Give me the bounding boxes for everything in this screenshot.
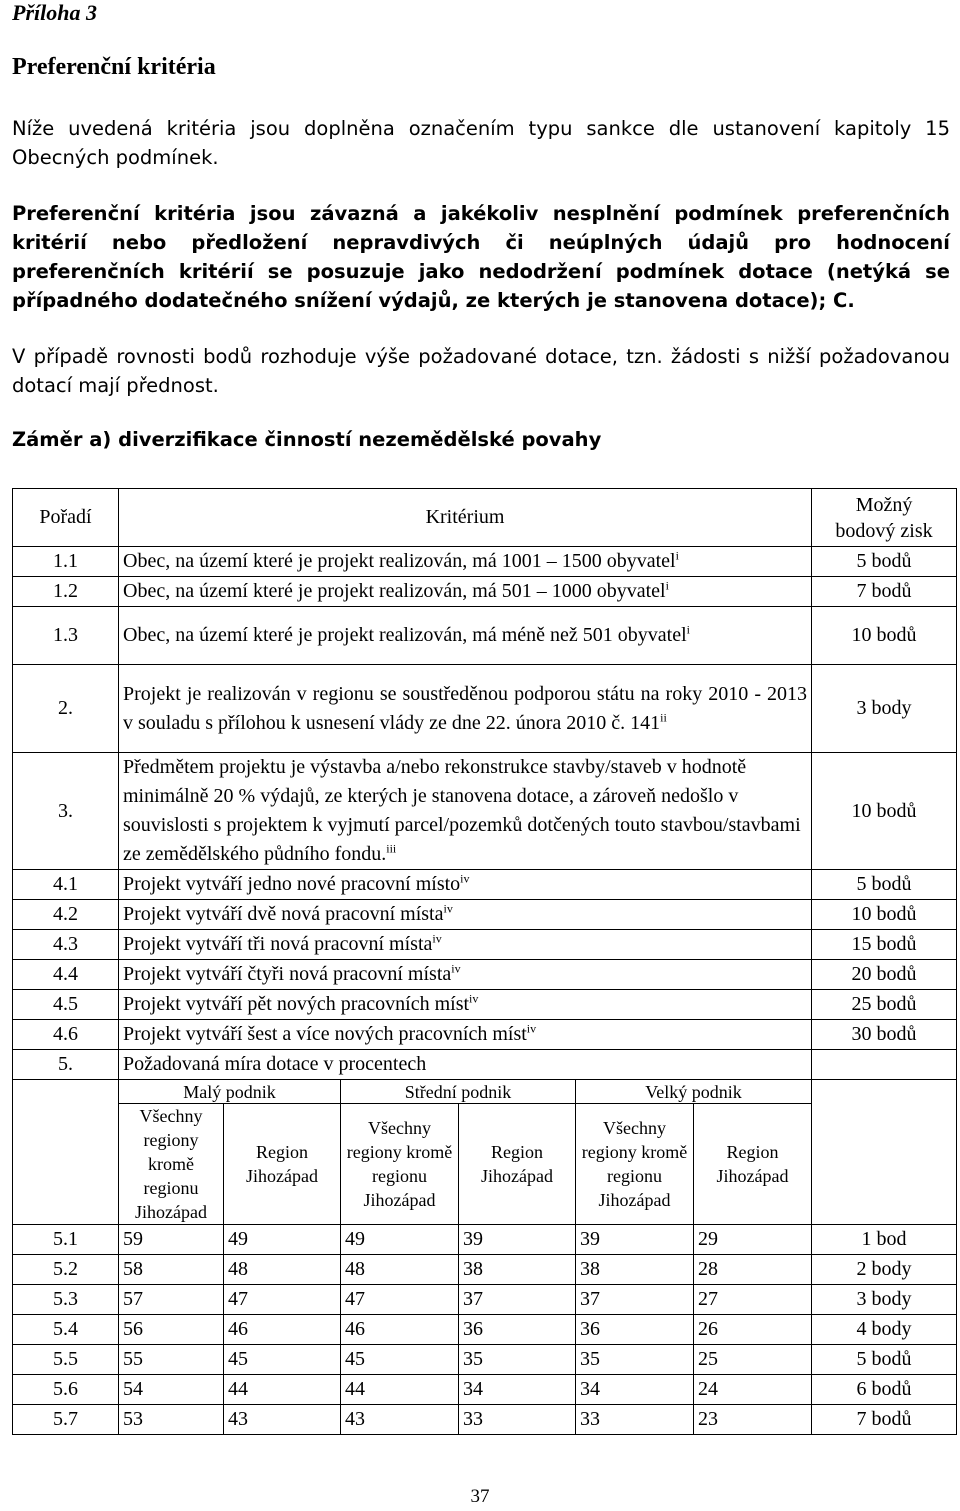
row-criterion-text: Projekt vytváří jedno nové pracovní místo bbox=[123, 873, 461, 895]
header-points-line2: bodový zisk bbox=[835, 519, 933, 542]
rate-value: 28 bbox=[694, 1255, 812, 1285]
rate-value: 47 bbox=[341, 1285, 459, 1315]
rate-value: 49 bbox=[341, 1225, 459, 1255]
row-criterion bbox=[119, 990, 812, 1020]
rate-value: 33 bbox=[459, 1405, 576, 1435]
row-id: 3. bbox=[13, 753, 119, 870]
row-criterion bbox=[119, 870, 812, 900]
rate-value: 54 bbox=[119, 1375, 224, 1405]
rate-value: 47 bbox=[224, 1285, 341, 1315]
row-criterion: Požadovaná míra dotace v procentech bbox=[119, 1050, 812, 1080]
rate-value: 35 bbox=[459, 1345, 576, 1375]
row-id: 5.5 bbox=[13, 1345, 119, 1375]
empty-cell bbox=[812, 1080, 957, 1104]
row-points bbox=[812, 1050, 957, 1080]
row-id: 4.1 bbox=[13, 870, 119, 900]
row-points: 5 bodů bbox=[812, 870, 957, 900]
header-points bbox=[812, 489, 957, 547]
row-criterion-text: Projekt vytváří tři nová pracovní místa bbox=[123, 933, 433, 955]
rate-value: 25 bbox=[694, 1345, 812, 1375]
row-footnote: iv bbox=[469, 991, 479, 1006]
row-id: 5.7 bbox=[13, 1405, 119, 1435]
rate-value: 58 bbox=[119, 1255, 224, 1285]
row-criterion bbox=[119, 577, 812, 607]
row-footnote: iv bbox=[526, 1021, 537, 1036]
row-criterion-text: Projekt je realizován v regionu se soustředěnou podporou státu na roky 2010 - 2013 v souladu s přílohou k usnesení vlády ze dne 22. února 2010 č. 141 bbox=[123, 682, 808, 734]
rate-value: 29 bbox=[694, 1225, 812, 1255]
rate-value: 46 bbox=[224, 1315, 341, 1345]
region-row bbox=[13, 1104, 957, 1225]
row-points: 1 bod bbox=[812, 1225, 957, 1255]
section-title: Záměr a) diverzifikace činností nezemědělské povahy bbox=[12, 428, 602, 451]
row-criterion bbox=[119, 753, 812, 870]
rate-value: 48 bbox=[224, 1255, 341, 1285]
row-criterion-text: Obec, na území které je projekt realizován, má méně než 501 obyvatel bbox=[123, 624, 687, 646]
table-row bbox=[13, 990, 957, 1020]
row-points: 10 bodů bbox=[812, 607, 957, 665]
row-points: 10 bodů bbox=[812, 900, 957, 930]
rate-value: 43 bbox=[341, 1405, 459, 1435]
row-points: 20 bodů bbox=[812, 960, 957, 990]
rate-value: 26 bbox=[694, 1315, 812, 1345]
rate-value: 44 bbox=[341, 1375, 459, 1405]
row-criterion-text: Projekt vytváří čtyři nová pracovní místa bbox=[123, 963, 452, 985]
row-criterion-text: Předmětem projektu je výstavba a/nebo rekonstrukce stavby/staveb v hodnotě minimálně 20 % výdajů, ze kterých je stanovena dotace, a zároveň nedošlo v souvislosti s projektem k vyjmutí parcel/pozemků dotčených touto stavbou/stavbami ze zemědělského půdního fondu. bbox=[123, 756, 801, 865]
rate-value: 56 bbox=[119, 1315, 224, 1345]
table-row bbox=[13, 607, 957, 665]
table-row bbox=[13, 547, 957, 577]
table-row bbox=[13, 1020, 957, 1050]
rate-value: 34 bbox=[576, 1375, 694, 1405]
rate-value: 45 bbox=[224, 1345, 341, 1375]
row-criterion-text: Projekt vytváří pět nových pracovních míst bbox=[123, 993, 470, 1015]
row-footnote: iv bbox=[460, 871, 470, 886]
row-points: 7 bodů bbox=[812, 1405, 957, 1435]
rate-value: 24 bbox=[694, 1375, 812, 1405]
table-row bbox=[13, 1050, 957, 1080]
table-row bbox=[13, 930, 957, 960]
rate-row bbox=[13, 1255, 957, 1285]
empty-cell bbox=[13, 1104, 119, 1225]
row-id: 1.3 bbox=[13, 607, 119, 665]
row-points: 4 body bbox=[812, 1315, 957, 1345]
row-footnote: i bbox=[686, 622, 690, 637]
page-title: Preferenční kritéria bbox=[12, 54, 216, 80]
region-jihozapad: Region Jihozápad bbox=[224, 1104, 341, 1225]
header-order: Pořadí bbox=[13, 489, 119, 547]
rate-value: 48 bbox=[341, 1255, 459, 1285]
rate-row bbox=[13, 1405, 957, 1435]
rate-value: 36 bbox=[576, 1315, 694, 1345]
rate-row bbox=[13, 1345, 957, 1375]
row-id: 4.3 bbox=[13, 930, 119, 960]
enterprise-size-row bbox=[13, 1080, 957, 1104]
rate-value: 39 bbox=[576, 1225, 694, 1255]
table-row bbox=[13, 960, 957, 990]
row-points: 25 bodů bbox=[812, 990, 957, 1020]
rate-value: 38 bbox=[459, 1255, 576, 1285]
criteria-table bbox=[12, 488, 957, 1435]
row-criterion bbox=[119, 1020, 812, 1050]
intro-paragraph: Níže uvedená kritéria jsou doplněna označením typu sankce dle ustanovení kapitoly 15 Obecných podmínek. bbox=[12, 117, 950, 169]
rate-value: 36 bbox=[459, 1315, 576, 1345]
row-footnote: i bbox=[665, 578, 669, 593]
rate-value: 53 bbox=[119, 1405, 224, 1435]
table-header-row bbox=[13, 489, 957, 547]
row-footnote: iv bbox=[443, 901, 453, 916]
page-number: 37 bbox=[470, 1486, 490, 1507]
rate-value: 34 bbox=[459, 1375, 576, 1405]
annex-label: Příloha 3 bbox=[12, 0, 97, 25]
rate-value: 55 bbox=[119, 1345, 224, 1375]
row-criterion-text: Obec, na území které je projekt realizován, má 1001 – 1500 obyvatel bbox=[123, 550, 676, 572]
rate-value: 59 bbox=[119, 1225, 224, 1255]
table-row bbox=[13, 870, 957, 900]
region-jihozapad: Region Jihozápad bbox=[694, 1104, 812, 1225]
binding-paragraph: Preferenční kritéria jsou závazná a jakékoliv nesplnění podmínek preferenčních kritérií nebo předložení nepravdivých či neúplných údajů pro hodnocení preferenčních kritérií se posuzuje jako nedodržení podmínek dotace (netýká se případného dodatečného snížení výdajů, ze kterých je stanovena dotace); C. bbox=[12, 202, 950, 312]
row-id: 5.2 bbox=[13, 1255, 119, 1285]
rate-value: 37 bbox=[576, 1285, 694, 1315]
header-points-line1: Možný bbox=[855, 493, 913, 516]
rate-value: 35 bbox=[576, 1345, 694, 1375]
row-footnote: iv bbox=[432, 931, 442, 946]
region-jihozapad: Region Jihozápad bbox=[459, 1104, 576, 1225]
rate-row bbox=[13, 1225, 957, 1255]
rate-value: 49 bbox=[224, 1225, 341, 1255]
row-id: 1.2 bbox=[13, 577, 119, 607]
row-criterion bbox=[119, 607, 812, 665]
row-criterion-text: Projekt vytváří dvě nová pracovní místa bbox=[123, 903, 444, 925]
row-id: 1.1 bbox=[13, 547, 119, 577]
row-criterion bbox=[119, 665, 812, 753]
row-criterion bbox=[119, 547, 812, 577]
rate-value: 44 bbox=[224, 1375, 341, 1405]
row-footnote: iv bbox=[451, 961, 461, 976]
row-id: 5.4 bbox=[13, 1315, 119, 1345]
row-points: 3 body bbox=[812, 665, 957, 753]
rate-row bbox=[13, 1315, 957, 1345]
rate-value: 46 bbox=[341, 1315, 459, 1345]
row-id: 4.5 bbox=[13, 990, 119, 1020]
empty-cell bbox=[812, 1104, 957, 1225]
row-points: 5 bodů bbox=[812, 547, 957, 577]
row-criterion-text: Projekt vytváří šest a více nových pracovních míst bbox=[123, 1023, 527, 1045]
row-id: 4.2 bbox=[13, 900, 119, 930]
rate-value: 57 bbox=[119, 1285, 224, 1315]
row-footnote: i bbox=[675, 548, 679, 563]
row-points: 3 body bbox=[812, 1285, 957, 1315]
size-header: Velký podnik bbox=[576, 1080, 812, 1104]
row-id: 4.6 bbox=[13, 1020, 119, 1050]
table-row bbox=[13, 900, 957, 930]
rate-value: 33 bbox=[576, 1405, 694, 1435]
table-row bbox=[13, 753, 957, 870]
region-other: Všechny regiony kromě regionu Jihozápad bbox=[119, 1104, 224, 1225]
row-id: 5.3 bbox=[13, 1285, 119, 1315]
rate-value: 43 bbox=[224, 1405, 341, 1435]
row-criterion bbox=[119, 900, 812, 930]
rate-row bbox=[13, 1375, 957, 1405]
size-header: Střední podnik bbox=[341, 1080, 576, 1104]
row-footnote: iii bbox=[386, 841, 397, 856]
row-points: 30 bodů bbox=[812, 1020, 957, 1050]
size-header: Malý podnik bbox=[119, 1080, 341, 1104]
row-id: 5. bbox=[13, 1050, 119, 1080]
row-criterion-text: Obec, na území které je projekt realizován, má 501 – 1000 obyvatel bbox=[123, 580, 666, 602]
row-points: 2 body bbox=[812, 1255, 957, 1285]
row-points: 7 bodů bbox=[812, 577, 957, 607]
header-criterion: Kritérium bbox=[119, 489, 812, 547]
row-id: 5.1 bbox=[13, 1225, 119, 1255]
row-id: 4.4 bbox=[13, 960, 119, 990]
rate-value: 38 bbox=[576, 1255, 694, 1285]
row-points: 5 bodů bbox=[812, 1345, 957, 1375]
region-other: Všechny regiony kromě regionu Jihozápad bbox=[341, 1104, 459, 1225]
rate-row bbox=[13, 1285, 957, 1315]
table-row bbox=[13, 577, 957, 607]
row-points: 6 bodů bbox=[812, 1375, 957, 1405]
rate-value: 45 bbox=[341, 1345, 459, 1375]
rate-value: 39 bbox=[459, 1225, 576, 1255]
tie-break-paragraph: V případě rovnosti bodů rozhoduje výše požadované dotace, tzn. žádosti s nižší požadovanou dotací mají přednost. bbox=[12, 345, 950, 397]
region-other: Všechny regiony kromě regionu Jihozápad bbox=[576, 1104, 694, 1225]
table-row bbox=[13, 665, 957, 753]
row-points: 15 bodů bbox=[812, 930, 957, 960]
rate-value: 37 bbox=[459, 1285, 576, 1315]
row-points: 10 bodů bbox=[812, 753, 957, 870]
row-id: 5.6 bbox=[13, 1375, 119, 1405]
empty-cell bbox=[13, 1080, 119, 1104]
rate-value: 23 bbox=[694, 1405, 812, 1435]
row-criterion bbox=[119, 930, 812, 960]
row-criterion bbox=[119, 960, 812, 990]
rate-value: 27 bbox=[694, 1285, 812, 1315]
row-footnote: ii bbox=[660, 709, 667, 724]
row-id: 2. bbox=[13, 665, 119, 753]
